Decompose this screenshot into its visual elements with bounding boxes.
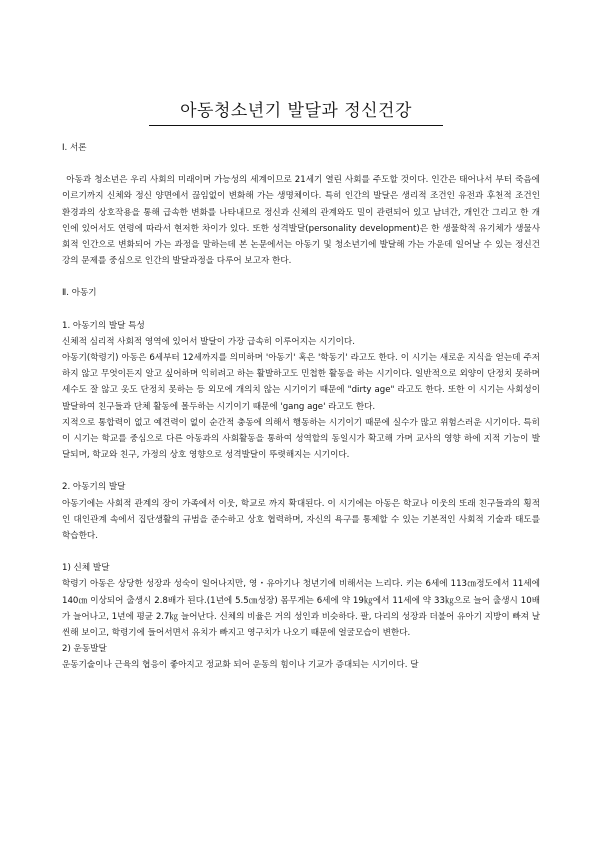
- characteristics-paragraph-3: 지적으로 통합력이 없고 예견력이 없이 순간적 충동에 의해서 행동하는 시기이기 때문에 실수가 많고 위험스러운 시기이다. 특히 이 시기는 학교를 중심으로 다른 아동과의 사회활동을 통하여 성역할의 동일시가 확고해 가며 교사의 영향 하에 지적 기능이 발달되며, 학교와 친구, 가정의 상호 영향으로 성격발달이 뚜렷해지는 시기이다.: [62, 417, 540, 461]
- characteristics-paragraph-2: 아동기(학령기) 아동은 6세부터 12세까지를 의미하며 '아동기' 혹은 '학동기' 라고도 한다. 이 시기는 새로운 지식을 얻는데 주저하지 않고 무엇이든지 알고 싶어하며 익히려고 하는 활발하고도 민첩한 활동을 하는 시기이다. 일반적으로 외양이 단정치 못하며 세수도 잘 않고 옷도 단정치 못하는 등 외모에 개의치 않는 시기이기 때문에 "dirty age" 라고도 한다. 또한 이 시기는 사회성이 발달하여 친구들과 단체 활동에 몰두하는 시기이기 때문에 'gang age' 라고도 한다.: [62, 353, 540, 412]
- motor-development-paragraph: 운동기술이나 근육의 협응이 좋아지고 정교화 되어 운동의 힘이나 기교가 증대되는 시기이다. 달: [62, 660, 419, 671]
- subheading-motor-development: 2) 운동발달: [62, 644, 107, 655]
- subsection-heading-characteristics: 1. 아동기의 발달 특성: [62, 320, 145, 331]
- section-heading-intro: Ⅰ. 서론: [62, 143, 87, 153]
- section-heading-childhood: Ⅱ. 아동기: [62, 288, 97, 299]
- physical-development-paragraph: 학령기 아동은 상당한 성장과 성숙이 일어나지만, 영・유아기나 청년기에 비해서는 느리다. 키는 6세에 113㎝정도에서 11세에 140㎝ 이상되어 출생시 2.8배가 된다.(1년에 5.5㎝성장) 몸무게는 6세에 약 19㎏에서 11세에 약 33㎏으로 늘어 출생시 10배가 늘어나고, 1년에 평균 2.7㎏ 늘어난다. 신체의 비율은 거의 성인과 비슷하다. 팔, 다리의 성장과 더불어 유아기 지방이 빠져 날씬해 보이고, 학령기에 들어서면서 유치가 빠지고 영구치가 나오기 때문에 얼굴모습이 변한다.: [62, 579, 541, 639]
- characteristics-paragraph-1: 신체적 심리적 사회적 영역에 있어서 발달이 가장 급속히 이루어지는 시기이다.: [62, 336, 355, 347]
- document-title: 아동청소년기 발달과 정신건강: [149, 96, 443, 126]
- subheading-physical-development: 1) 신체 발달: [62, 563, 110, 574]
- document-body: [62, 140, 540, 674]
- title-block: [149, 96, 443, 126]
- intro-paragraph: 아동과 청소년은 우리 사회의 미래이며 가능성의 세계이므로 21세기 열린 사회를 주도할 것이다. 인간은 태어나서 부터 죽음에 이르기까지 신체와 정신 양면에서 끊임없이 변화해 가는 생명체이다. 특히 인간의 발달은 생리적 조건인 유전과 후천적 조건인 환경과의 상호작용을 통해 급속한 변화를 나타내므로 정신과 신체의 관계와도 밀이 관련되어 있고 남녀간, 개인간 그리고 한 개인에 있어서도 연령에 따라서 현저한 차이가 있다. 또한 성격발달(personality development)은 한 생물학적 유기체가 생물사회적 인간으로 변화되어 가는 과정을 말하는데 본 논문에서는 아동기 및 청소년기에 발달해 가는 가운데 일어날 수 있는 정신건강의 문제를 중심으로 인간의 발달과정을 다루어 보고자 한다.: [62, 175, 540, 267]
- development-paragraph: 아동기에는 사회적 관계의 장이 가족에서 이웃, 학교로 까지 확대된다. 이 시기에는 아동은 학교나 이웃의 또래 친구들과의 횡적인 대인관계 속에서 집단생활의 규범을 준수하고 상호 협력하며, 자신의 욕구를 통제할 수 있는 기본적인 사회적 기술과 태도를 학습한다.: [62, 498, 540, 542]
- subsection-heading-development: 2. 아동기의 발달: [62, 482, 126, 493]
